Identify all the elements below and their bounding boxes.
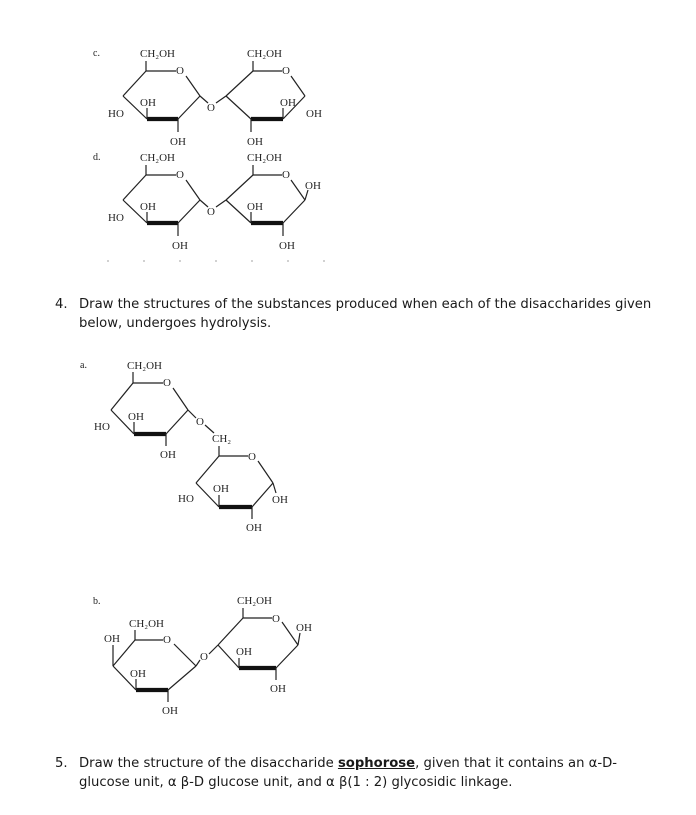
a-ring1-oh-in: OH: [128, 411, 144, 423]
structure-a: [94, 360, 288, 534]
b-ring2-ring-o: O: [272, 613, 280, 625]
d-ring1-ring-o: O: [176, 169, 184, 181]
a-ring2-oh-right: OH: [272, 494, 288, 506]
structure-d-ring-1: [108, 152, 200, 252]
cropped-text-remnant: [90, 258, 340, 264]
c-ring2-oh-bottom: OH: [247, 136, 263, 148]
d-ring1-ch2oh: CH₂OH: [140, 152, 176, 164]
c-ring1-oh-bottom: OH: [170, 136, 186, 148]
a-ring1-ch2oh: CH₂OH: [127, 360, 163, 372]
b-ring2-oh-in: OH: [236, 646, 252, 658]
structure-a-ring-1: [94, 360, 188, 461]
a-ring1-oh-bottom: OH: [160, 449, 176, 461]
a-ring2-ring-o: O: [248, 451, 256, 463]
a-link-o: O: [196, 416, 204, 428]
b-ring2-ch2oh: CH₂OH: [237, 595, 273, 607]
structure-c-ring-2: [226, 48, 322, 148]
label-b: b.: [93, 596, 101, 607]
c-ring2-ch2oh: CH₂OH: [247, 48, 283, 60]
b-ring1-ring-o: O: [163, 634, 171, 646]
b-ring2-oh-bottom: OH: [270, 683, 286, 695]
question-5-line-1-post: , given that it contains an α-D-: [415, 756, 617, 771]
structure-b-ring-1: [104, 618, 196, 717]
label-c: c.: [93, 48, 100, 59]
a-ring2-oh-in: OH: [213, 483, 229, 495]
question-5-line-2: glucose unit, α β-D glucose unit, and α β(1 : 2) glycosidic linkage.: [79, 775, 513, 790]
question-4-line-1: Draw the structures of the substances produced when each of the disaccharides given: [79, 297, 652, 312]
d-ring1-ho: HO: [108, 212, 124, 224]
d-link-o: O: [207, 206, 215, 218]
structure-a-ring-2: [178, 451, 288, 534]
structure-d-ring-2: [226, 152, 321, 252]
d-ring2-oh-right: OH: [305, 180, 321, 192]
structure-c: [108, 48, 322, 148]
c-ring1-oh-in: OH: [140, 97, 156, 109]
structure-b-ring-2: [218, 595, 312, 695]
structure-c-ring-1: [108, 48, 200, 148]
c-ring1-ring-o: O: [176, 65, 184, 77]
sophorose-word: sophorose: [337, 756, 416, 771]
question-4-number: 4.: [55, 297, 68, 312]
question-5: [55, 754, 617, 792]
question-5-number: 5.: [55, 756, 68, 771]
d-ring2-oh-in: OH: [247, 201, 263, 213]
question-5-line-1-pre: Draw the structure of the disaccharide: [79, 756, 338, 771]
d-ring1-oh-bottom: OH: [172, 240, 188, 252]
a-ring2-oh-bottom: OH: [246, 522, 262, 534]
b-ring1-oh-bottom: OH: [162, 705, 178, 717]
question-4: [55, 295, 651, 333]
d-ring1-oh-in: OH: [140, 201, 156, 213]
c-ring1-ch2oh: CH₂OH: [140, 48, 176, 60]
a-ch2: CH₂: [212, 433, 232, 445]
d-ring2-ring-o: O: [282, 169, 290, 181]
b-ring2-oh-right: OH: [296, 622, 312, 634]
c-ring2-ring-o: O: [282, 65, 290, 77]
label-a: a.: [80, 360, 87, 371]
label-d: d.: [93, 152, 101, 163]
d-ring2-ch2oh: CH₂OH: [247, 152, 283, 164]
c-ring2-oh-right: OH: [306, 108, 322, 120]
c-link-o: O: [207, 102, 215, 114]
c-ring2-oh-in: OH: [280, 97, 296, 109]
a-ring2-ho: HO: [178, 493, 194, 505]
structure-b: [104, 595, 312, 717]
b-ring1-ch2oh: CH₂OH: [129, 618, 165, 630]
b-ring1-oh-left: OH: [104, 633, 120, 645]
structure-d: [108, 152, 321, 252]
a-ring1-ring-o: O: [163, 377, 171, 389]
question-4-line-2: below, undergoes hydrolysis.: [79, 316, 272, 331]
b-ring1-oh-in: OH: [130, 668, 146, 680]
a-ring1-ho: HO: [94, 421, 110, 433]
b-link-o: O: [200, 651, 208, 663]
c-ring1-ho: HO: [108, 108, 124, 120]
d-ring2-oh-bottom: OH: [279, 240, 295, 252]
